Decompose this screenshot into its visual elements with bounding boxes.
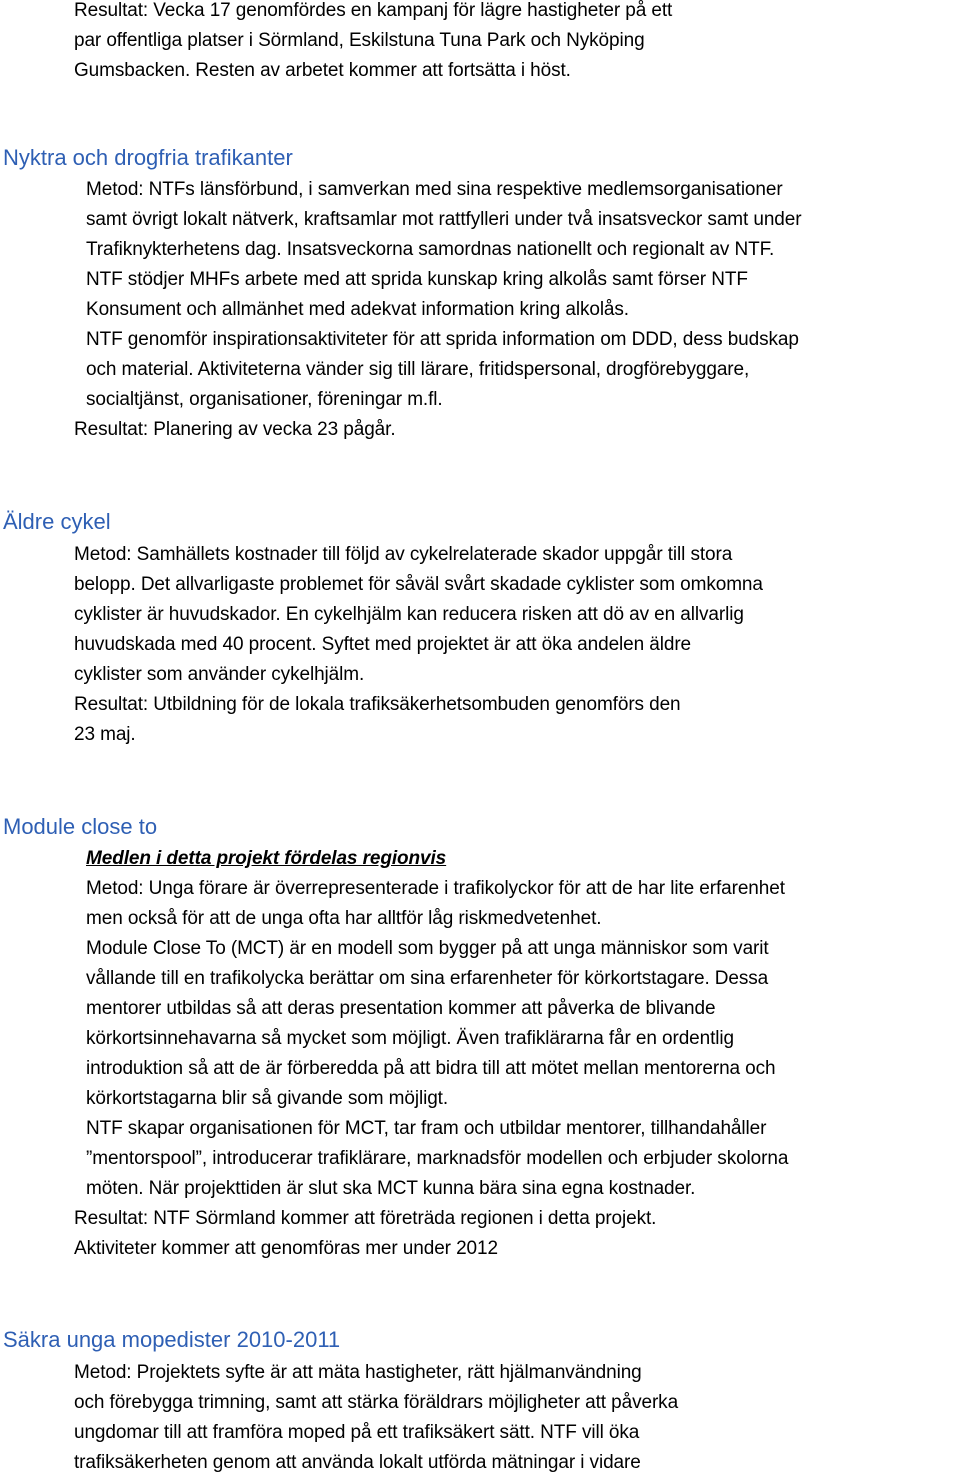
text-line: Resultat: Vecka 17 genomfördes en kampanj för lägre hastigheter på ett bbox=[74, 0, 673, 21]
text-line: introduktion så att de är förberedda på att bidra till att mötet mellan mentorerna och bbox=[86, 1058, 776, 1079]
text-line: NTF stödjer MHFs arbete med att sprida kunskap kring alkolås samt förser NTF bbox=[86, 269, 748, 290]
result-line: Resultat: Planering av vecka 23 pågår. bbox=[74, 419, 396, 440]
text-line: ungdomar till att framföra moped på ett trafiksäkert sätt. NTF vill öka bbox=[74, 1422, 640, 1443]
text-line: samt övrigt lokalt nätverk, kraftsamlar mot rattfylleri under två insatsveckor samt under bbox=[86, 209, 802, 230]
text-line: huvudskada med 40 procent. Syftet med projektet är att öka andelen äldre bbox=[74, 634, 692, 655]
text-line: Module Close To (MCT) är en modell som bygger på att unga människor som varit bbox=[86, 938, 769, 959]
result-line: Resultat: NTF Sörmland kommer att företräda regionen i detta projekt. bbox=[74, 1208, 657, 1229]
text-line: körkortstagarna blir så givande som möjligt. bbox=[86, 1088, 449, 1109]
text-line: och förebygga trimning, samt att stärka föräldrars möjligheter att påverka bbox=[74, 1392, 679, 1413]
text-line: men också för att de unga ofta har alltför låg riskmedvetenhet. bbox=[86, 908, 602, 929]
section-heading: Äldre cykel bbox=[3, 509, 111, 534]
text-line: Konsument och allmänhet med adekvat information kring alkolås. bbox=[86, 299, 629, 320]
text-line: cyklister är huvudskador. En cykelhjälm kan reducera risken att dö av en allvarlig bbox=[74, 604, 744, 625]
text-line: Metod: Projektets syfte är att mäta hastigheter, rätt hjälmanvändning bbox=[74, 1362, 642, 1383]
section-subheading: Medlen i detta projekt fördelas regionvis bbox=[86, 848, 447, 869]
text-line: Metod: Samhällets kostnader till följd av cykelrelaterade skador uppgår till stora bbox=[74, 544, 733, 565]
text-line: par offentliga platser i Sörmland, Eskilstuna Tuna Park och Nyköping bbox=[74, 30, 645, 51]
text-line: socialtjänst, organisationer, föreningar m.fl. bbox=[86, 389, 443, 410]
text-line: Metod: NTFs länsförbund, i samverkan med sina respektive medlemsorganisationer bbox=[86, 179, 783, 200]
text-line: belopp. Det allvarligaste problemet för såväl svårt skadade cyklister som omkomna bbox=[74, 574, 763, 595]
text-line: Aktiviteter kommer att genomföras mer under 2012 bbox=[74, 1238, 498, 1259]
text-line: Trafiknykterhetens dag. Insatsveckorna samordnas nationellt och regionalt av NTF. bbox=[86, 239, 775, 260]
text-line: ”mentorspool”, introducerar trafiklärare, marknadsför modellen och erbjuder skolorna bbox=[86, 1148, 789, 1169]
text-line: möten. När projekttiden är slut ska MCT kunna bära sina egna kostnader. bbox=[86, 1178, 696, 1199]
text-line: körkortsinnehavarna så mycket som möjligt. Även trafiklärarna får en ordentlig bbox=[86, 1028, 734, 1049]
text-line: Gumsbacken. Resten av arbetet kommer att fortsätta i höst. bbox=[74, 60, 571, 81]
text-line: NTF skapar organisationen för MCT, tar fram och utbildar mentorer, tillhandahåller bbox=[86, 1118, 767, 1139]
text-line: vållande till en trafikolycka berättar om sina erfarenheter för körkortstagare. Dessa bbox=[86, 968, 769, 989]
text-line: och material. Aktiviteterna vänder sig till lärare, fritidspersonal, drogförebyggare, bbox=[86, 359, 750, 380]
section-heading: Nyktra och drogfria trafikanter bbox=[3, 145, 293, 170]
section-heading: Module close to bbox=[3, 814, 158, 839]
text-line: Metod: Unga förare är överrepresenterade i trafikolyckor för att de har lite erfarenhet bbox=[86, 878, 785, 899]
text-line: trafiksäkerheten genom att använda lokalt utförda mätningar i vidare bbox=[74, 1452, 641, 1473]
section-heading: Säkra unga mopedister 2010-2011 bbox=[3, 1327, 341, 1352]
result-line: Resultat: Utbildning för de lokala trafiksäkerhetsombuden genomförs den bbox=[74, 694, 681, 715]
text-line: NTF genomför inspirationsaktiviteter för att sprida information om DDD, dess budskap bbox=[86, 329, 799, 350]
text-line: mentorer utbildas så att deras presentation kommer att påverka de blivande bbox=[86, 998, 716, 1019]
text-line: cyklister som använder cykelhjälm. bbox=[74, 664, 365, 685]
text-line: 23 maj. bbox=[74, 724, 136, 745]
